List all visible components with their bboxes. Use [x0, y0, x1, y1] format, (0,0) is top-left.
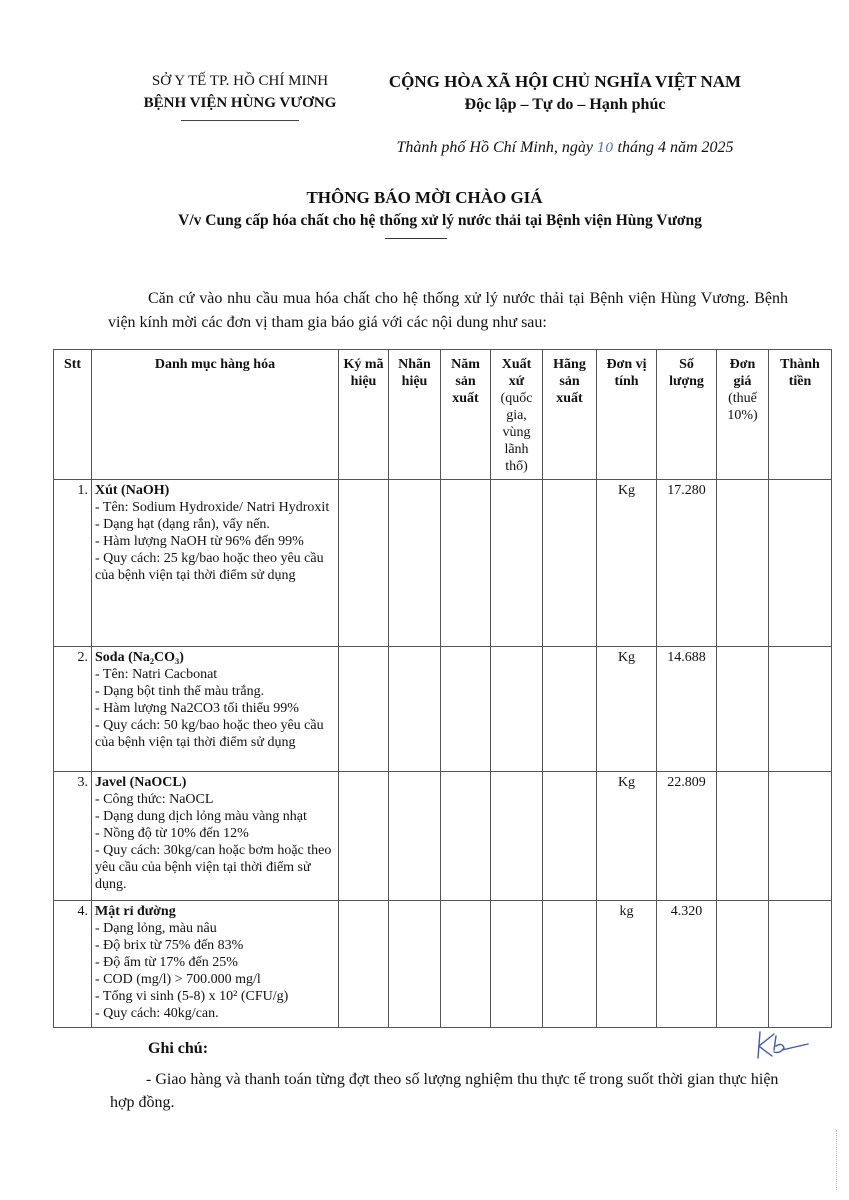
org-department: SỞ Y TẾ TP. HỒ CHÍ MINH [151, 73, 329, 89]
row-price-cell [717, 480, 769, 647]
organization-block [110, 70, 370, 121]
row-item-description [92, 480, 339, 647]
table-row [54, 901, 832, 1028]
row-brand-cell [389, 647, 441, 772]
item-spec-line: - Quy cách: 40kg/can. [95, 1006, 219, 1021]
row-code-cell [339, 772, 389, 901]
item-spec-line: - Dạng bột tinh thể màu trắng. [95, 684, 265, 699]
table-header-row [54, 350, 832, 480]
row-total-cell [769, 901, 832, 1028]
item-spec-line: - Độ ẩm từ 17% đến 25% [95, 955, 238, 970]
row-origin-cell [491, 647, 543, 772]
item-spec-line: - Hàm lượng Na2CO3 tối thiểu 99% [95, 701, 299, 716]
header-price-note: (thuế 10%) [727, 391, 758, 423]
row-year-cell [441, 772, 491, 901]
date-suffix: tháng 4 năm 2025 [617, 139, 734, 156]
table-row [54, 647, 832, 772]
header-maker: Hãng sản xuất [543, 350, 597, 480]
header-price-main: Đơn giá [729, 357, 756, 389]
row-brand-cell [389, 901, 441, 1028]
item-spec-line: - Tổng vi sinh (5-8) x 10² (CFU/g) [95, 989, 289, 1004]
header-origin-main: Xuất xứ [501, 357, 532, 389]
header-price [717, 350, 769, 480]
item-spec-line: - Nồng độ từ 10% đến 12% [95, 826, 249, 841]
nation-motto: Độc lập – Tự do – Hạnh phúc [464, 96, 666, 113]
row-total-cell [769, 647, 832, 772]
item-name: Xút (NaOH) [95, 483, 170, 498]
signature-initials-icon [752, 1028, 812, 1062]
row-maker-cell [543, 647, 597, 772]
document-date [350, 139, 780, 157]
item-name: Soda (Na₂CO₃) [95, 650, 184, 665]
goods-table [53, 349, 832, 1028]
nation-name: CỘNG HÒA XÃ HỘI CHỦ NGHĨA VIỆT NAM [388, 72, 742, 91]
row-origin-cell [491, 772, 543, 901]
row-item-description [92, 901, 339, 1028]
notes-heading: Ghi chú: [148, 1040, 209, 1057]
date-prefix: Thành phố Hồ Chí Minh, ngày [396, 139, 593, 156]
row-unit: Kg [597, 647, 657, 772]
item-spec-line: - Công thức: NaOCL [95, 792, 214, 807]
intro-paragraph: Căn cứ vào nhu cầu mua hóa chất cho hệ thống xử lý nước thải tại Bệnh viện Hùng Vương. Bệnh viện kính mời các đơn vị tham gia báo giá với các nội dung như sau: [108, 290, 788, 331]
row-year-cell [441, 901, 491, 1028]
item-spec-line: - Quy cách: 30kg/can hoặc bơm hoặc theo yêu cầu của bệnh viện tại thời điểm sử dụng. [95, 843, 332, 892]
row-quantity: 22.809 [657, 772, 717, 901]
row-unit: kg [597, 901, 657, 1028]
document-subtitle: V/v Cung cấp hóa chất cho hệ thống xử lý nước thải tại Bệnh viện Hùng Vương [178, 212, 702, 229]
document-title: THÔNG BÁO MỜI CHÀO GIÁ [306, 188, 543, 207]
row-total-cell [769, 772, 832, 901]
row-origin-cell [491, 480, 543, 647]
row-code-cell [339, 647, 389, 772]
row-origin-cell [491, 901, 543, 1028]
row-code-cell [339, 480, 389, 647]
item-spec-line: - Tên: Natri Cacbonat [95, 667, 218, 682]
org-underline [181, 120, 299, 121]
item-spec-line: - Độ brix từ 75% đến 83% [95, 938, 244, 953]
header-brand: Nhãn hiệu [389, 350, 441, 480]
header-stt: Stt [54, 350, 92, 480]
header-name: Danh mục hàng hóa [92, 350, 339, 480]
row-stt: 1. [54, 480, 92, 647]
row-item-description [92, 647, 339, 772]
org-hospital: BỆNH VIỆN HÙNG VƯƠNG [143, 95, 337, 111]
date-day-handwritten: 10 [596, 141, 614, 156]
header-origin-note: (quốc gia, vùng lãnh thổ) [500, 391, 533, 474]
header-origin [491, 350, 543, 480]
table-row [54, 772, 832, 901]
item-spec-line: - COD (mg/l) > 700.000 mg/l [95, 972, 261, 987]
row-price-cell [717, 647, 769, 772]
row-brand-cell [389, 772, 441, 901]
row-price-cell [717, 772, 769, 901]
row-quantity: 4.320 [657, 901, 717, 1028]
item-name: Javel (NaOCL) [95, 775, 187, 790]
row-year-cell [441, 647, 491, 772]
page-fold-mark [836, 1130, 838, 1190]
row-quantity: 14.688 [657, 647, 717, 772]
title-underline [385, 238, 447, 239]
row-year-cell [441, 480, 491, 647]
row-stt: 3. [54, 772, 92, 901]
note-item: - Giao hàng và thanh toán từng đợt theo số lượng nghiệm thu thực tế trong suốt thời gian thực hiện hợp đồng. [110, 1071, 779, 1111]
item-spec-line: - Dạng hạt (dạng rắn), vẩy nến. [95, 517, 270, 532]
item-spec-line: - Dạng dung dịch lỏng màu vàng nhạt [95, 809, 307, 824]
item-spec-line: - Quy cách: 25 kg/bao hoặc theo yêu cầu của bệnh viện tại thời điểm sử dụng [95, 551, 324, 583]
row-code-cell [339, 901, 389, 1028]
row-maker-cell [543, 772, 597, 901]
item-name: Mật rỉ đường [95, 904, 176, 919]
row-maker-cell [543, 480, 597, 647]
row-total-cell [769, 480, 832, 647]
header-unit: Đơn vị tính [597, 350, 657, 480]
item-spec-line: - Hàm lượng NaOH từ 96% đến 99% [95, 534, 304, 549]
header-year: Năm sản xuất [441, 350, 491, 480]
item-spec-line: - Tên: Sodium Hydroxide/ Natri Hydroxit [95, 500, 330, 515]
header-qty: Số lượng [657, 350, 717, 480]
header-code: Ký mã hiệu [339, 350, 389, 480]
row-price-cell [717, 901, 769, 1028]
national-motto-block [350, 70, 780, 116]
header-total: Thành tiền [769, 350, 832, 480]
item-spec-line: - Dạng lỏng, màu nâu [95, 921, 217, 936]
row-brand-cell [389, 480, 441, 647]
row-maker-cell [543, 901, 597, 1028]
table-row [54, 480, 832, 647]
row-unit: Kg [597, 772, 657, 901]
item-spec-line: - Quy cách: 50 kg/bao hoặc theo yêu cầu của bệnh viện tại thời điểm sử dụng [95, 718, 324, 750]
row-quantity: 17.280 [657, 480, 717, 647]
row-stt: 2. [54, 647, 92, 772]
row-stt: 4. [54, 901, 92, 1028]
row-unit: Kg [597, 480, 657, 647]
row-item-description [92, 772, 339, 901]
